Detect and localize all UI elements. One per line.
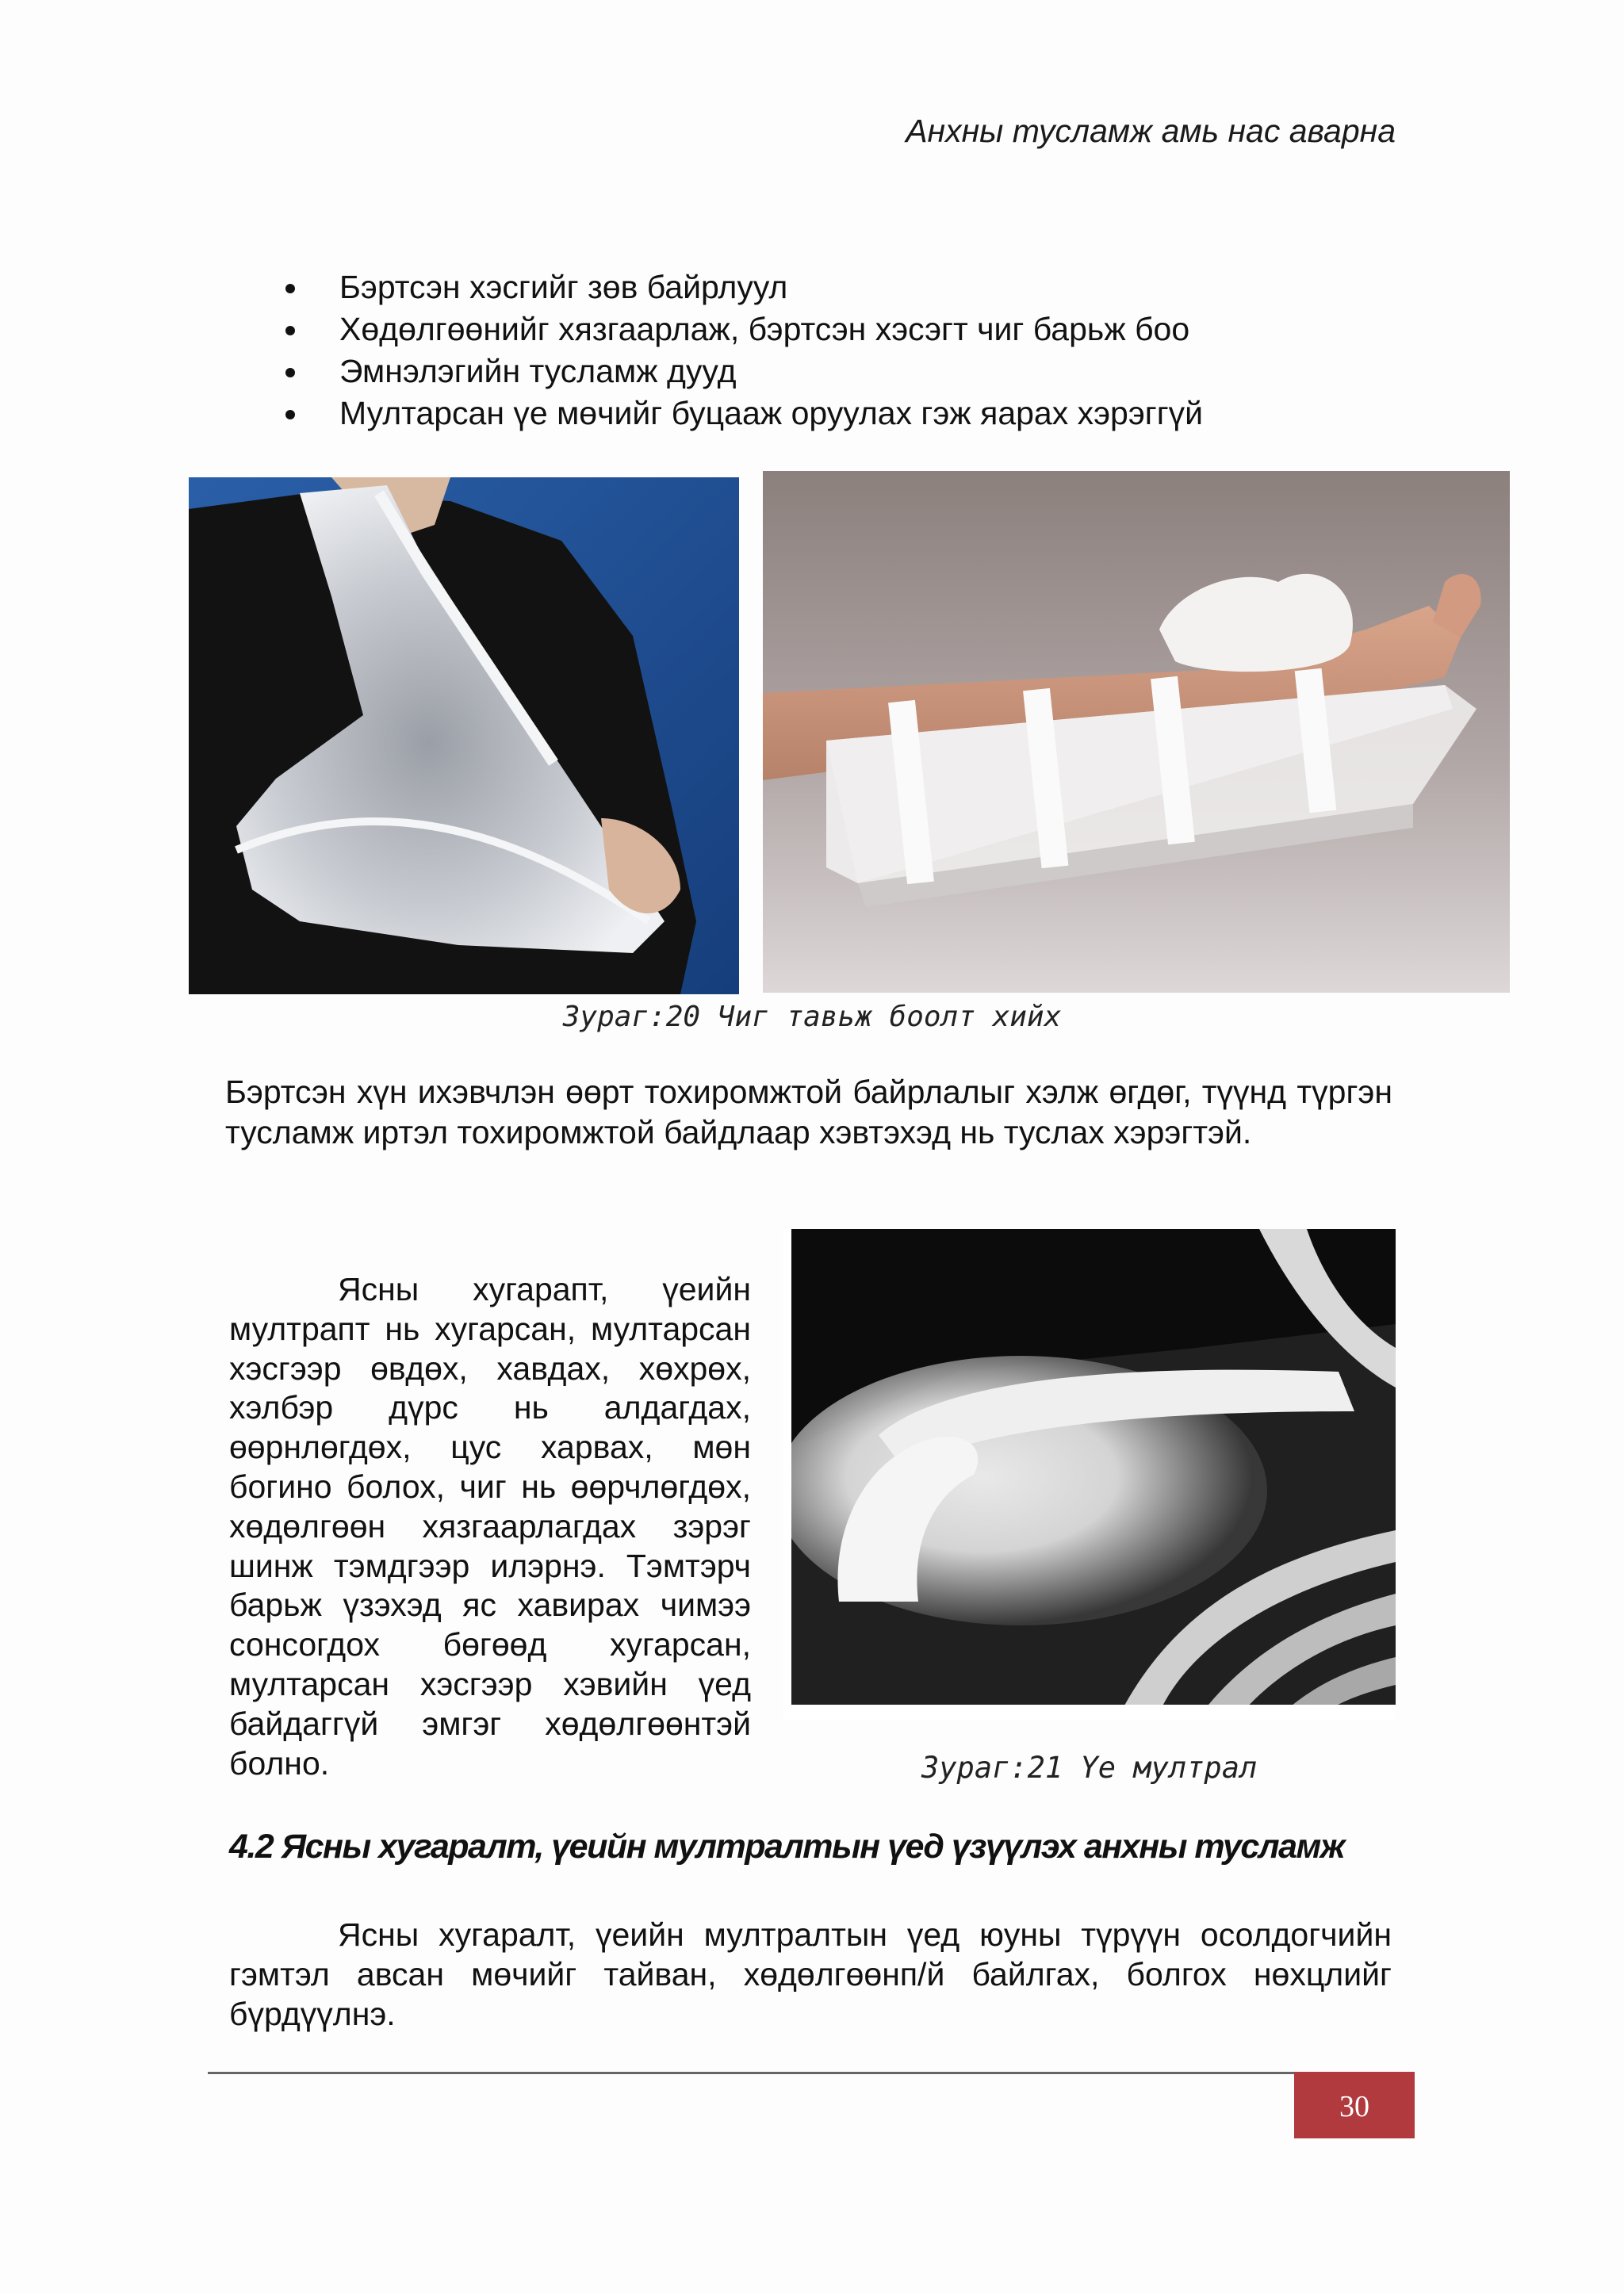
- leg-splint-photo: [763, 471, 1510, 993]
- paragraph-text: Ясны хугарапт, үеийн мултрапт нь хугарсан, мултарсан хэсгээр өвдөх, хавдах, хөхрөх, хэлбэр дүрс нь алдагдах, өөрнлөгдөх, цус харвах, мөн богино болох, чиг нь өөрчлөгдөх, хөдөлгөөн хязгаарлагдах зэрэг шинж тэмдгээр илэрнэ. Тэмтэрч барьж үзэхэд яс хавирах чимээ сонсогдох бөгөөд хугарсан, мултарсан хэсгээр хэвийн үед байдаггүй эмгэг хөдөлгөөнтэй болно.: [229, 1271, 751, 1782]
- footer-divider: [208, 2072, 1294, 2074]
- figure-caption: Зураг:20 Чиг тавьж боолт хийх: [562, 1001, 1062, 1033]
- bullet-text: Хөдөлгөөнийг хязгаарлаж, бэртсэн хэсэгт чиг барьж боо: [339, 311, 1190, 347]
- bullet-icon: [285, 368, 295, 377]
- bullet-text: Мултарсан үе мөчийг буцааж оруулах гэж яарах хэрэггүй: [339, 395, 1204, 431]
- body-paragraph: [229, 1270, 751, 1783]
- bullet-item: [279, 266, 1203, 308]
- bullet-item: [279, 308, 1203, 350]
- bullet-text: Эмнэлэгийн тусламж дууд: [339, 353, 737, 389]
- shoulder-xray-image: [783, 1229, 1396, 1721]
- page-number: 30: [1294, 2072, 1415, 2138]
- section-heading: 4.2 Ясны хугаралт, үеийн мултралтын үед үзүүлэх анхны тусламж: [229, 1828, 1344, 1866]
- bullet-icon: [285, 410, 295, 419]
- running-header: Анхны тусламж амь нас аварна: [906, 113, 1396, 149]
- bullet-text: Бэртсэн хэсгийг зөв байрлуул: [339, 269, 788, 305]
- figure-caption: Зураг:21 Үе мултрал: [921, 1751, 1258, 1785]
- paragraph-text: Ясны хугаралт, үеийн мултралтын үед юуны түрүүн осолдогчийн гэмтэл авсан мөчийг тайван, хөдөлгөөнп/й байлгах, болгох нөхцлийг бүрдүүлнэ.: [229, 1916, 1392, 2032]
- arm-sling-photo: [189, 477, 739, 994]
- bullet-item: [279, 392, 1203, 434]
- bullet-icon: [285, 326, 295, 335]
- bullet-item: [279, 350, 1203, 392]
- bullet-icon: [285, 284, 295, 293]
- body-paragraph: [229, 1915, 1392, 2034]
- body-paragraph: Бэртсэн хүн ихэвчлэн өөрт тохиромжтой байрлалыг хэлж өгдөг, түүнд түргэн тусламж иртэл тохиромжтой байдлаар хэвтэхэд нь туслах хэрэгтэй.: [225, 1074, 1392, 1150]
- bullet-list: [279, 266, 1203, 434]
